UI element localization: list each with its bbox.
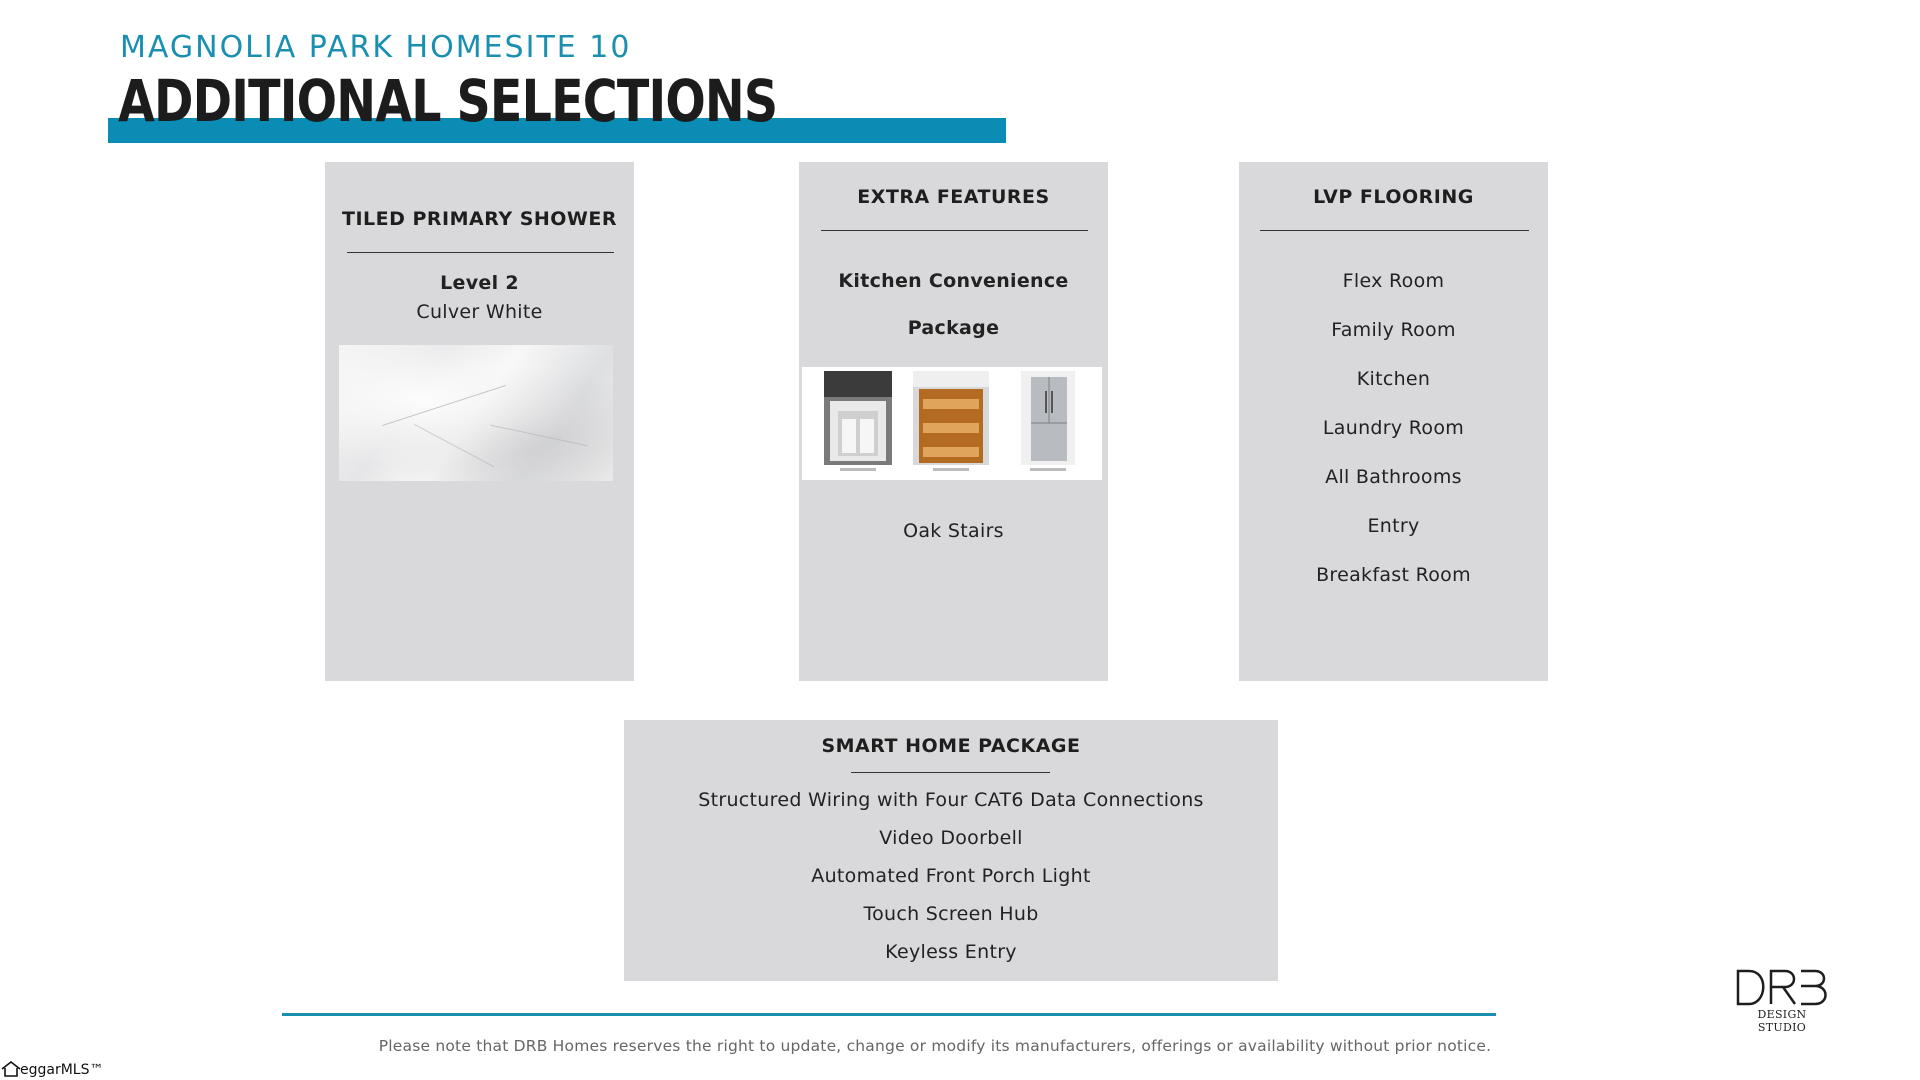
lvp-flooring-panel (1239, 162, 1548, 681)
shower-panel (325, 162, 634, 681)
extra-features-divider (821, 230, 1088, 231)
smart-home-heading: SMART HOME PACKAGE (821, 735, 1081, 757)
flooring-room: Laundry Room (1322, 417, 1465, 439)
smart-home-item: Keyless Entry (885, 941, 1017, 963)
flooring-room: Kitchen (1356, 368, 1431, 390)
page-title: ADDITIONAL SELECTIONS (118, 67, 778, 135)
shower-color: Culver White (416, 301, 543, 323)
design-studio-label: DESIGN STUDIO (1757, 1008, 1807, 1034)
smart-home-item: Touch Screen Hub (863, 903, 1039, 925)
oak-stairs: Oak Stairs (903, 520, 1004, 542)
pullout-shelves-photo (913, 371, 989, 465)
homesite-subtitle: MAGNOLIA PARK HOMESITE 10 (120, 30, 632, 65)
shower-divider (347, 252, 614, 253)
kitchen-package-line1: Kitchen Convenience (838, 270, 1069, 292)
photo-caption-3 (1030, 468, 1066, 471)
smart-home-item: Automated Front Porch Light (811, 865, 1091, 887)
mls-watermark: eggarMLS™ (20, 1062, 104, 1078)
flooring-room: All Bathrooms (1325, 466, 1462, 488)
shower-level: Level 2 (440, 272, 519, 294)
trash-pullout-photo (824, 371, 892, 465)
smart-home-item: Video Doorbell (879, 827, 1023, 849)
flooring-room: Entry (1367, 515, 1420, 537)
extra-features-heading: EXTRA FEATURES (857, 186, 1050, 208)
flooring-room: Family Room (1331, 319, 1456, 341)
smart-home-panel (624, 720, 1278, 981)
house-icon (0, 1060, 22, 1078)
drb-logo (1735, 968, 1831, 1008)
disclaimer-text: Please note that DRB Homes reserves the right to update, change or modify its manufacturers, offerings or availability without prior notice. (378, 1037, 1492, 1055)
kitchen-package-photos (802, 367, 1102, 480)
kitchen-package-line2: Package (907, 317, 1000, 339)
smart-home-item: Structured Wiring with Four CAT6 Data Connections (698, 789, 1204, 811)
flooring-room: Flex Room (1342, 270, 1445, 292)
refrigerator-photo (1021, 371, 1075, 465)
smart-home-divider (851, 772, 1050, 773)
lvp-flooring-heading: LVP FLOORING (1313, 186, 1474, 208)
flooring-room: Breakfast Room (1316, 564, 1471, 586)
photo-caption-2 (933, 468, 969, 471)
photo-caption-1 (840, 468, 876, 471)
lvp-flooring-divider (1260, 230, 1529, 231)
culver-white-tile-swatch (339, 345, 613, 481)
footer-divider (282, 1013, 1496, 1016)
extra-features-panel (799, 162, 1108, 681)
shower-heading: TILED PRIMARY SHOWER (341, 208, 617, 230)
